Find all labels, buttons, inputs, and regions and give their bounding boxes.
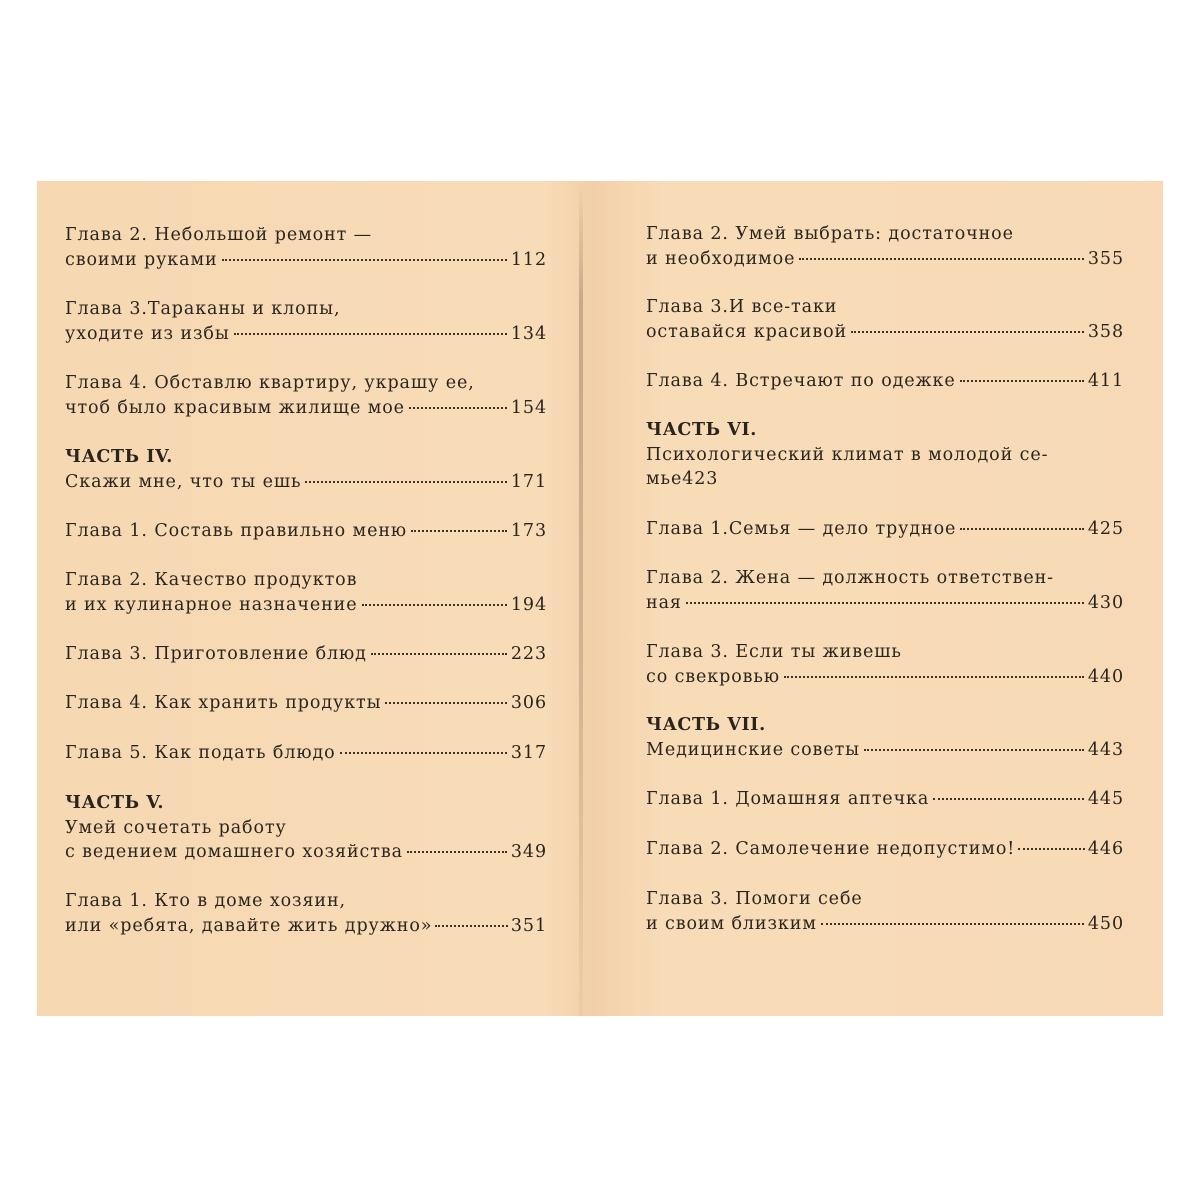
- toc-line: [65, 840, 547, 865]
- toc-text: Умей сочетать работу: [65, 817, 287, 838]
- toc-text: Глава 3.И все-таки: [646, 297, 838, 317]
- toc-leader-dots: [409, 407, 507, 409]
- toc-line: [646, 320, 1124, 345]
- toc-text: Глава 2. Качество продуктов: [65, 570, 358, 590]
- toc-leader-dots: [686, 602, 1084, 604]
- toc-line: [646, 912, 1124, 937]
- toc-entry: [646, 369, 1124, 394]
- toc-text: Медицинские советы: [646, 739, 860, 760]
- toc-line: [646, 738, 1124, 763]
- toc-text: Глава 4. Встречают по одежке: [646, 371, 956, 391]
- toc-line: [65, 889, 547, 914]
- toc-line: [646, 665, 1124, 690]
- toc-entry: [65, 642, 547, 667]
- toc-text: Глава 3.Тараканы и клопы,: [65, 299, 341, 319]
- toc-text: уходите из избы: [65, 323, 230, 344]
- toc-leader-dots: [799, 258, 1084, 260]
- toc-page-number: 306: [510, 693, 547, 713]
- toc-text: и необходимое: [646, 248, 796, 269]
- part-title: ЧАСТЬ VI.: [646, 420, 757, 440]
- toc-leader-dots: [821, 923, 1084, 925]
- toc-text: Скажи мне, что ты ешь: [65, 471, 302, 492]
- toc-page-number: 355: [1087, 248, 1124, 269]
- toc-line: [65, 371, 547, 396]
- toc-entry: [646, 566, 1124, 615]
- toc-page-number: 349: [510, 842, 547, 862]
- toc-text: с ведением домашнего хозяйства: [65, 842, 403, 862]
- toc-part-entry: [646, 713, 1124, 762]
- toc-leader-dots: [1018, 848, 1085, 850]
- toc-entry: [65, 223, 547, 272]
- toc-entry: [65, 741, 547, 766]
- toc-page-number: 171: [510, 471, 547, 492]
- toc-text: Глава 2. Жена — должность ответствен-: [646, 568, 1054, 588]
- toc-line: [65, 297, 547, 322]
- toc-part-entry: [646, 418, 1124, 492]
- toc-line: [646, 517, 1124, 542]
- toc-page-number: 430: [1087, 592, 1124, 613]
- toc-text: Глава 3. Приготовление блюд: [65, 644, 367, 664]
- toc-page-number: 173: [510, 521, 547, 541]
- toc-leader-dots: [784, 676, 1084, 678]
- toc-leader-dots: [362, 604, 507, 606]
- toc-text: Психологический климат в молодой се-: [646, 444, 1049, 465]
- toc-text: Глава 2. Умей выбрать: достаточное: [646, 224, 1014, 244]
- toc-text: и их кулинарное назначение: [65, 594, 358, 615]
- toc-text: или «ребята, давайте жить дружно»: [65, 915, 433, 936]
- book-spread: [37, 181, 1163, 1016]
- toc-line: [646, 787, 1124, 812]
- toc-line: [646, 369, 1124, 394]
- toc-entry: [646, 517, 1124, 542]
- toc-text: Глава 2. Небольшой ремонт —: [65, 225, 373, 245]
- toc-line: [65, 741, 547, 766]
- toc-line: [65, 691, 547, 716]
- toc-leader-dots: [385, 702, 506, 704]
- toc-leader-dots: [407, 851, 507, 853]
- toc-page-number: 443: [1087, 739, 1124, 760]
- toc-leader-dots: [222, 259, 507, 261]
- part-heading: [65, 791, 547, 816]
- toc-line: [646, 295, 1124, 320]
- toc-line: [646, 467, 1124, 492]
- toc-line: [646, 591, 1124, 616]
- toc-page-number: 317: [510, 743, 547, 763]
- toc-leader-dots: [234, 333, 507, 335]
- part-heading: [646, 713, 1124, 738]
- toc-text: Глава 2. Самолечение недопустимо!: [646, 839, 1016, 859]
- right-page: [646, 181, 1124, 1016]
- toc-leader-dots: [435, 925, 508, 927]
- toc-text: Глава 4. Как хранить продукты: [65, 693, 382, 713]
- toc-leader-dots: [340, 752, 507, 754]
- toc-line: [65, 223, 547, 248]
- toc-line: [65, 396, 547, 421]
- toc-leader-dots: [960, 528, 1084, 530]
- toc-text: ная: [646, 592, 682, 613]
- toc-entry: [646, 887, 1124, 936]
- toc-text: Глава 1.Семья — дело трудное: [646, 519, 957, 539]
- toc-entry: [65, 519, 547, 544]
- toc-page-number: 445: [1087, 789, 1124, 809]
- toc-text: со свекровью: [646, 666, 781, 687]
- toc-line: [646, 443, 1124, 468]
- part-title: ЧАСТЬ V.: [65, 793, 165, 813]
- toc-entry: [646, 837, 1124, 862]
- toc-page-number: 223: [510, 644, 547, 664]
- toc-entry: [65, 691, 547, 716]
- toc-page-number: 411: [1087, 371, 1124, 391]
- toc-line: [65, 248, 547, 273]
- part-heading: [65, 445, 547, 470]
- toc-text: Глава 1. Составь правильно меню: [65, 521, 408, 541]
- book-gutter: [579, 181, 583, 1016]
- toc-text: оставайся красивой: [646, 321, 848, 342]
- toc-part-entry: [65, 791, 547, 865]
- toc-line: [646, 222, 1124, 247]
- toc-text: Глава 3. Если ты живешь: [646, 642, 902, 662]
- toc-page-number: 446: [1087, 839, 1124, 859]
- toc-leader-dots: [411, 530, 507, 532]
- toc-line: [65, 470, 547, 495]
- toc-line: [646, 247, 1124, 272]
- toc-page-number: 134: [510, 323, 547, 344]
- toc-page-number: 358: [1087, 321, 1124, 342]
- toc-entry: [65, 568, 547, 617]
- toc-text: Глава 3. Помоги себе: [646, 889, 863, 909]
- toc-entry: [65, 889, 547, 938]
- toc-text: чтоб было красивым жилище мое: [65, 397, 405, 418]
- toc-leader-dots: [960, 380, 1084, 382]
- part-title: ЧАСТЬ IV.: [65, 447, 173, 467]
- toc-text: Глава 5. Как подать блюдо: [65, 743, 336, 763]
- toc-line: [65, 593, 547, 618]
- toc-entry: [65, 371, 547, 420]
- toc-leader-dots: [371, 653, 507, 655]
- toc-leader-dots: [933, 798, 1084, 800]
- toc-page-number: 440: [1087, 666, 1124, 687]
- toc-entry: [646, 787, 1124, 812]
- toc-page-number: 425: [1087, 519, 1124, 539]
- toc-line: [646, 566, 1124, 591]
- toc-line: [646, 887, 1124, 912]
- toc-page-number: 112: [510, 249, 547, 270]
- toc-leader-dots: [864, 749, 1084, 751]
- toc-line: [65, 642, 547, 667]
- toc-entry: [65, 297, 547, 346]
- toc-entry: [646, 222, 1124, 271]
- toc-page-number: 194: [510, 594, 547, 615]
- toc-line: [646, 640, 1124, 665]
- toc-line: [65, 816, 547, 841]
- toc-page-number: 154: [510, 397, 547, 418]
- toc-leader-dots: [851, 331, 1084, 333]
- toc-entry: [646, 295, 1124, 344]
- toc-text: Глава 1. Кто в доме хозяин,: [65, 891, 347, 911]
- toc-text: своими руками: [65, 249, 218, 270]
- toc-text: Глава 4. Обставлю квартиру, украшу ее,: [65, 373, 475, 393]
- toc-leader-dots: [305, 481, 506, 483]
- part-heading: [646, 418, 1124, 443]
- toc-page-number: 450: [1087, 913, 1124, 934]
- toc-line: [65, 322, 547, 347]
- toc-line: [65, 914, 547, 939]
- toc-part-entry: [65, 445, 547, 494]
- toc-text: мье423: [646, 469, 719, 489]
- toc-entry: [646, 640, 1124, 689]
- toc-text: и своим близким: [646, 913, 817, 934]
- part-title: ЧАСТЬ VII.: [646, 715, 766, 735]
- toc-line: [65, 568, 547, 593]
- left-page: [65, 181, 547, 1016]
- toc-line: [65, 519, 547, 544]
- toc-text: Глава 1. Домашняя аптечка: [646, 789, 930, 809]
- toc-page-number: 351: [510, 915, 547, 936]
- toc-line: [646, 837, 1124, 862]
